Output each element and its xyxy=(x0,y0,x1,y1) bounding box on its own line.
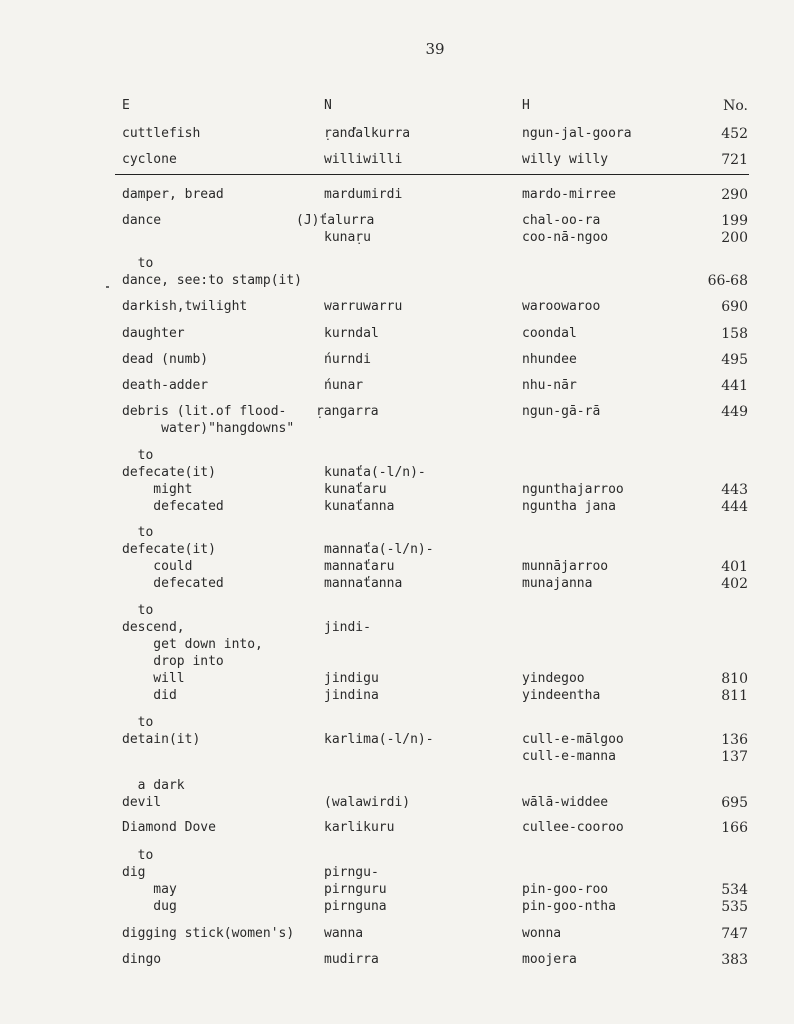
english-gloss: dingo xyxy=(122,952,162,967)
english-gloss: defecate(it) xyxy=(122,542,216,557)
native-term: warruwarru xyxy=(324,299,403,314)
english-gloss: might xyxy=(122,482,193,497)
historical-spelling: nhundee xyxy=(522,352,577,367)
entry-row xyxy=(0,403,794,421)
entry-row xyxy=(0,687,794,705)
historical-spelling: wonna xyxy=(522,926,562,941)
historical-spelling: cull-e-manna xyxy=(522,749,616,764)
entry-number: 452 xyxy=(721,126,748,142)
historical-spelling: coo-nā-ngoo xyxy=(522,230,609,245)
english-gloss: get down into, xyxy=(122,637,263,652)
english-gloss: to xyxy=(122,256,154,271)
english-gloss: cyclone xyxy=(122,152,177,167)
entry-row xyxy=(0,748,794,766)
historical-spelling: pin-goo-ntha xyxy=(522,899,616,914)
native-term: jindigu xyxy=(324,671,379,686)
entry-number: 200 xyxy=(721,230,748,246)
english-gloss: dug xyxy=(122,899,177,914)
english-gloss: to xyxy=(122,603,154,618)
historical-spelling: moojera xyxy=(522,952,577,967)
historical-spelling: ngun-jal-goora xyxy=(522,126,632,141)
english-gloss: dig xyxy=(122,865,146,880)
entry-number: 290 xyxy=(721,187,748,203)
entry-row xyxy=(0,602,794,620)
native-term: kunaťa(-l/n)- xyxy=(324,465,426,480)
historical-spelling: munnājarroo xyxy=(522,559,609,574)
english-gloss: did xyxy=(122,688,177,703)
entry-row xyxy=(0,794,794,812)
native-term: (walawirdi) xyxy=(324,795,411,810)
native-term: ńunar xyxy=(324,378,364,393)
english-gloss: digging stick(women's) xyxy=(122,926,295,941)
entry-row xyxy=(0,298,794,316)
entry-row xyxy=(0,619,794,637)
entry-row xyxy=(0,847,794,865)
native-term: karlima(-l/n)- xyxy=(324,732,434,747)
column-header-no: No. xyxy=(723,98,748,114)
entry-row xyxy=(0,325,794,343)
historical-spelling: waroowaroo xyxy=(522,299,601,314)
entry-row xyxy=(0,186,794,204)
native-term: ńurndi xyxy=(324,352,371,367)
native-term: kurndal xyxy=(324,326,379,341)
native-term: karlikuru xyxy=(324,820,395,835)
native-term: ṛanďalkurra xyxy=(324,126,411,141)
historical-spelling: wālā-widdee xyxy=(522,795,609,810)
historical-spelling: chal-oo-ra xyxy=(522,213,601,228)
entry-row xyxy=(0,670,794,688)
historical-spelling: yindeentha xyxy=(522,688,601,703)
entry-row xyxy=(0,351,794,369)
entry-number: 166 xyxy=(721,820,748,836)
entry-number: 811 xyxy=(721,688,748,704)
native-term: kunaťanna xyxy=(324,499,395,514)
english-gloss: defecated xyxy=(122,576,224,591)
entry-row xyxy=(0,881,794,899)
page-number: 39 xyxy=(425,40,445,58)
native-term: kunaťaru xyxy=(324,482,387,497)
native-term: pirngu- xyxy=(324,865,379,880)
native-term: williwilli xyxy=(324,152,403,167)
entry-number: 137 xyxy=(721,749,748,765)
historical-spelling: ngunthajarroo xyxy=(522,482,624,497)
english-gloss: death-adder xyxy=(122,378,209,393)
historical-spelling: nguntha jana xyxy=(522,499,616,514)
native-term: mannaťaru xyxy=(324,559,395,574)
entry-number: 136 xyxy=(721,732,748,748)
native-term: pirnguru xyxy=(324,882,387,897)
entry-number: 495 xyxy=(721,352,748,368)
historical-spelling: mardo-mirree xyxy=(522,187,616,202)
historical-spelling: cull-e-mālgoo xyxy=(522,732,624,747)
entry-row xyxy=(0,864,794,882)
entry-row xyxy=(0,541,794,559)
entry-row xyxy=(0,925,794,943)
native-term: kunaṛu xyxy=(324,230,371,245)
native-term: (J)ťalurra xyxy=(296,213,375,228)
entry-number: 535 xyxy=(721,899,748,915)
english-gloss: to xyxy=(122,525,154,540)
entry-row xyxy=(0,481,794,499)
english-gloss: to xyxy=(122,715,154,730)
entry-row xyxy=(0,636,794,654)
english-gloss: daughter xyxy=(122,326,185,341)
entry-row xyxy=(0,464,794,482)
section-divider xyxy=(115,174,749,175)
native-term: mudirra xyxy=(324,952,379,967)
entry-number: 444 xyxy=(721,499,748,515)
english-gloss: devil xyxy=(122,795,162,810)
entry-row xyxy=(0,377,794,395)
english-gloss: debris (lit.of flood- xyxy=(122,404,287,419)
entry-number: 66-68 xyxy=(707,273,748,289)
english-gloss: to xyxy=(122,448,154,463)
column-header-h: H xyxy=(522,98,530,113)
entry-row xyxy=(0,898,794,916)
native-term: jindina xyxy=(324,688,379,703)
historical-spelling: pin-goo-roo xyxy=(522,882,609,897)
entry-number: 441 xyxy=(721,378,748,394)
historical-spelling: coondal xyxy=(522,326,577,341)
english-gloss: dance, see:to stamp(it) xyxy=(122,273,303,288)
entry-row xyxy=(0,575,794,593)
entry-number: 721 xyxy=(721,152,748,168)
english-gloss: Diamond Dove xyxy=(122,820,216,835)
historical-spelling: ngun-gā-rā xyxy=(522,404,601,419)
english-gloss: a dark xyxy=(122,778,185,793)
entry-row xyxy=(0,498,794,516)
entry-number: 383 xyxy=(721,952,748,968)
entry-row xyxy=(0,558,794,576)
english-gloss: defecated xyxy=(122,499,224,514)
english-gloss: drop into xyxy=(122,654,224,669)
historical-spelling: munajanna xyxy=(522,576,593,591)
column-header-n: N xyxy=(324,98,332,113)
entry-number: 402 xyxy=(721,576,748,592)
entry-number: 810 xyxy=(721,671,748,687)
english-gloss: damper, bread xyxy=(122,187,224,202)
native-term: mardumirdi xyxy=(324,187,403,202)
native-term: jindi- xyxy=(324,620,371,635)
entry-row xyxy=(0,272,794,290)
english-gloss: water)"hangdowns" xyxy=(122,421,295,436)
english-gloss: defecate(it) xyxy=(122,465,216,480)
native-term: mannaťanna xyxy=(324,576,403,591)
entry-number: 690 xyxy=(721,299,748,315)
historical-spelling: yindegoo xyxy=(522,671,585,686)
entry-row xyxy=(0,212,794,230)
entry-number: 158 xyxy=(721,326,748,342)
column-header-row xyxy=(0,97,794,115)
english-gloss: dance xyxy=(122,213,162,228)
native-term: wanna xyxy=(324,926,364,941)
english-gloss: may xyxy=(122,882,177,897)
entry-number: 199 xyxy=(721,213,748,229)
english-gloss: cuttlefish xyxy=(122,126,201,141)
entry-row xyxy=(0,524,794,542)
entry-row xyxy=(0,420,794,438)
entry-row xyxy=(0,255,794,273)
entry-row xyxy=(0,819,794,837)
entry-row xyxy=(0,777,794,795)
native-term: ṛangarra xyxy=(316,404,379,419)
historical-spelling: nhu-nār xyxy=(522,378,577,393)
english-gloss: darkish,twilight xyxy=(122,299,248,314)
entry-row xyxy=(0,653,794,671)
english-gloss: to xyxy=(122,848,154,863)
english-gloss: will xyxy=(122,671,185,686)
english-gloss: dead (numb) xyxy=(122,352,209,367)
english-gloss: could xyxy=(122,559,193,574)
entry-number: 401 xyxy=(721,559,748,575)
entry-row xyxy=(0,714,794,732)
entry-number: 443 xyxy=(721,482,748,498)
column-header-e: E xyxy=(122,98,130,113)
entry-number: 695 xyxy=(721,795,748,811)
english-gloss: descend, xyxy=(122,620,185,635)
native-term: mannaťa(-l/n)- xyxy=(324,542,434,557)
entry-number: 449 xyxy=(721,404,748,420)
english-gloss: detain(it) xyxy=(122,732,201,747)
historical-spelling: cullee-cooroo xyxy=(522,820,624,835)
entry-row xyxy=(0,731,794,749)
entry-row xyxy=(0,151,794,169)
entry-row xyxy=(0,125,794,143)
historical-spelling: willy willy xyxy=(522,152,609,167)
entry-number: 747 xyxy=(721,926,748,942)
entry-row xyxy=(0,447,794,465)
entry-row xyxy=(0,229,794,247)
native-term: pirnguna xyxy=(324,899,387,914)
entry-row xyxy=(0,951,794,969)
entry-number: 534 xyxy=(721,882,748,898)
